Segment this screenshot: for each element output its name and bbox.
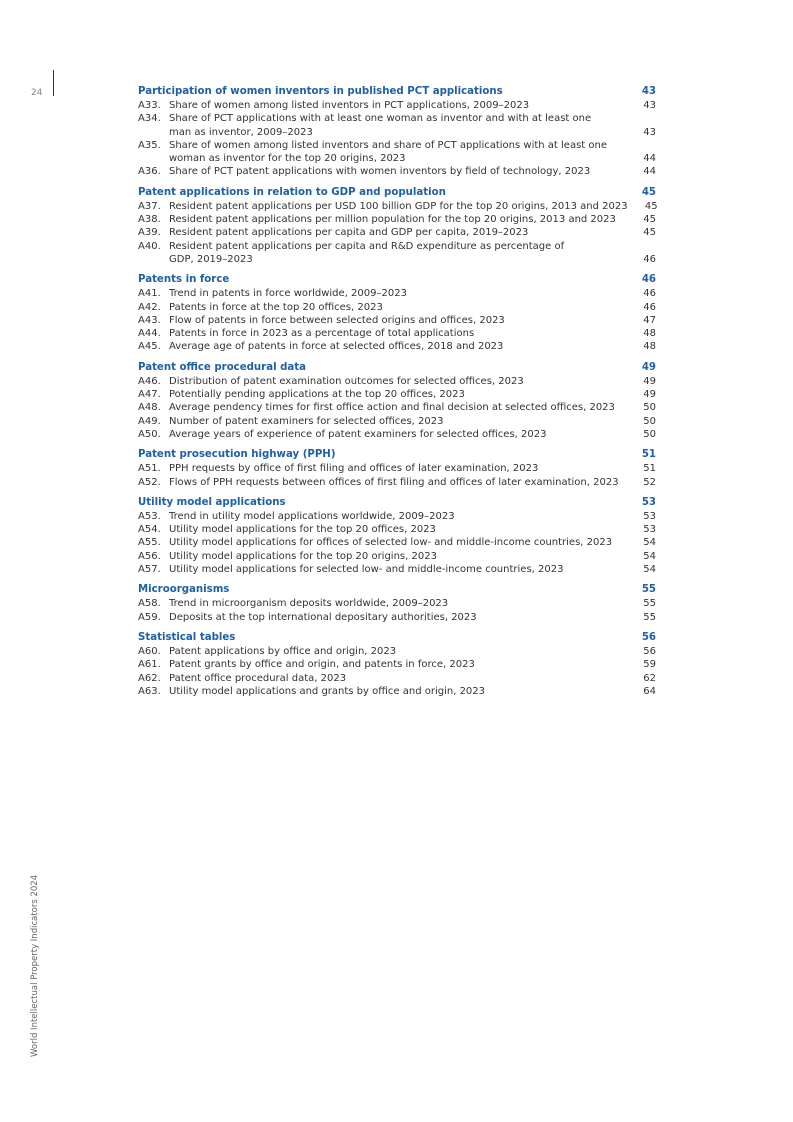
entry-code: A57. — [138, 564, 161, 576]
entry-page: 43 — [643, 126, 656, 138]
entry-page: 56 — [643, 645, 656, 657]
entry-title-line: Potentially pending applications at the top 20 offices, 2023 — [169, 389, 465, 401]
entry-title — [169, 476, 634, 489]
entry-title — [169, 226, 634, 239]
entry-code: A40. — [138, 240, 161, 252]
section-title: Patent prosecution highway (PPH) — [138, 449, 336, 461]
entry-title-line: Average years of experience of patent examiners for selected offices, 2023 — [169, 428, 547, 440]
toc-section — [138, 361, 656, 441]
entry-code: A51. — [138, 463, 161, 475]
entry-code: A58. — [138, 598, 161, 610]
section-title: Patent office procedural data — [138, 361, 307, 373]
entry-code: A60. — [138, 645, 161, 657]
entry-title — [169, 415, 634, 428]
entry-title-line: Flows of PPH requests between offices of first filing and offices of later examination, 2023 — [169, 476, 619, 488]
entry-code: A62. — [138, 672, 161, 684]
toc-entry[interactable] — [138, 301, 656, 314]
entry-title — [169, 536, 634, 549]
entry-page: 46 — [643, 288, 656, 300]
toc-entry[interactable] — [138, 213, 656, 226]
entry-title-line: Patents in force in 2023 as a percentage of total applications — [169, 328, 475, 340]
entry-title-line: Patent grants by office and origin, and patents in force, 2023 — [169, 659, 475, 671]
entry-title-line: Patents in force at the top 20 offices, 2023 — [169, 301, 383, 313]
entry-code: A50. — [138, 428, 161, 440]
entry-title-line: Utility model applications and grants by office and origin, 2023 — [169, 685, 486, 697]
toc-entry[interactable] — [138, 99, 656, 112]
entry-title — [169, 510, 634, 523]
entry-title-line: Resident patent applications per million population for the top 20 origins, 2013 and 2023 — [169, 214, 616, 226]
entry-page: 55 — [643, 611, 656, 623]
entry-title-line: Deposits at the top international depositary authorities, 2023 — [169, 611, 477, 623]
entry-title — [169, 200, 636, 213]
entry-title-line: Average age of patents in force at selected offices, 2018 and 2023 — [169, 341, 504, 353]
toc-entry[interactable] — [138, 550, 656, 563]
section-heading[interactable] — [138, 273, 656, 287]
entry-title — [169, 340, 634, 353]
entry-title-line: woman as inventor for the top 20 origins, 2023 — [169, 153, 406, 165]
entry-code: A41. — [138, 288, 161, 300]
entry-page: 43 — [643, 100, 656, 111]
entry-page: 45 — [643, 227, 656, 239]
entry-title — [169, 523, 634, 536]
entry-title — [169, 428, 634, 441]
entry-code: A63. — [138, 685, 161, 697]
toc-entry[interactable] — [138, 510, 656, 523]
entry-title — [169, 99, 634, 112]
entry-title-line: Utility model applications for selected low- and middle-income countries, 2023 — [169, 564, 564, 576]
entry-title — [169, 597, 634, 610]
section-heading[interactable] — [138, 631, 656, 645]
toc-entry[interactable] — [138, 476, 656, 489]
section-page: 45 — [641, 186, 656, 198]
entry-title-line: Flow of patents in force between selected origins and offices, 2023 — [169, 314, 505, 326]
entry-page: 48 — [643, 341, 656, 353]
entry-title — [169, 213, 634, 226]
toc-entry[interactable] — [138, 226, 656, 239]
section-page: 43 — [641, 86, 656, 97]
entry-code: A42. — [138, 301, 161, 313]
entry-page: 47 — [643, 314, 656, 326]
header-rule — [53, 70, 54, 96]
entry-title — [169, 658, 634, 671]
toc-entry[interactable] — [138, 428, 656, 441]
section-page: 46 — [641, 274, 656, 286]
entry-code: A47. — [138, 389, 161, 401]
section-title: Statistical tables — [138, 631, 236, 643]
entry-title-line: Resident patent applications per capita and GDP per capita, 2019–2023 — [169, 227, 529, 239]
entry-title-line: Distribution of patent examination outcomes for selected offices, 2023 — [169, 375, 524, 387]
entry-title-line: GDP, 2019–2023 — [169, 253, 253, 265]
entry-code: A35. — [138, 139, 161, 151]
entry-title-line: Average pendency times for first office action and final decision at selected offices, 2023 — [169, 402, 615, 414]
toc-section — [138, 496, 656, 576]
entry-code: A37. — [138, 200, 161, 212]
toc-entry[interactable] — [138, 645, 656, 658]
section-title: Utility model applications — [138, 496, 286, 508]
entry-page: 50 — [643, 428, 656, 440]
entry-title-line: Resident patent applications per USD 100 billion GDP for the top 20 origins, 2013 and 2023 — [169, 200, 628, 212]
entry-code: A36. — [138, 166, 161, 178]
toc-entry[interactable] — [138, 523, 656, 536]
entry-page: 64 — [643, 685, 656, 697]
entry-title-line: Trend in microorganism deposits worldwide, 2009–2023 — [169, 598, 449, 610]
section-title: Patent applications in relation to GDP and population — [138, 186, 446, 198]
section-title: Participation of women inventors in published PCT applications — [138, 86, 503, 97]
entry-page: 62 — [643, 672, 656, 684]
entry-page: 45 — [644, 200, 658, 212]
entry-title — [169, 645, 634, 658]
toc-entry[interactable] — [138, 314, 656, 327]
entry-page: 45 — [643, 214, 656, 226]
toc-entry[interactable] — [138, 165, 656, 178]
toc-entry[interactable] — [138, 685, 656, 698]
entry-title-line: Share of PCT patent applications with women inventors by field of technology, 2023 — [169, 166, 591, 178]
entry-title-line: Utility model applications for offices of selected low- and middle-income countries, 2023 — [169, 537, 613, 549]
toc-entry[interactable] — [138, 563, 656, 576]
entry-title-line: Patent office procedural data, 2023 — [169, 672, 347, 684]
entry-code: A39. — [138, 227, 161, 239]
section-heading[interactable] — [138, 496, 656, 510]
entry-title — [169, 462, 634, 475]
entry-page: 44 — [643, 153, 656, 165]
entry-page: 53 — [643, 524, 656, 536]
toc-entry[interactable] — [138, 536, 656, 549]
entry-code: A59. — [138, 611, 161, 623]
entry-page: 50 — [643, 415, 656, 427]
section-heading[interactable] — [138, 583, 656, 597]
entry-page: 59 — [643, 659, 656, 671]
entry-title — [169, 240, 634, 267]
entry-title-line: Trend in utility model applications worldwide, 2009–2023 — [169, 510, 455, 522]
entry-title — [169, 139, 634, 166]
toc-entry[interactable] — [138, 327, 656, 340]
toc-entry[interactable] — [138, 415, 656, 428]
toc-entry[interactable] — [138, 611, 656, 624]
section-page: 49 — [641, 361, 656, 373]
toc-entry[interactable] — [138, 240, 656, 267]
entry-code: A45. — [138, 341, 161, 353]
toc-entry[interactable] — [138, 139, 656, 166]
entry-page: 50 — [643, 402, 656, 414]
toc-section — [138, 583, 656, 624]
entry-title — [169, 401, 634, 414]
table-of-contents — [138, 85, 656, 705]
section-heading[interactable] — [138, 361, 656, 375]
section-heading[interactable] — [138, 85, 656, 99]
entry-title — [169, 388, 634, 401]
entry-code: A38. — [138, 214, 161, 226]
section-heading[interactable] — [138, 448, 656, 462]
toc-entry[interactable] — [138, 340, 656, 353]
entry-code: A52. — [138, 476, 161, 488]
entry-code: A43. — [138, 314, 161, 326]
entry-title — [169, 550, 634, 563]
toc-entry[interactable] — [138, 401, 656, 414]
entry-title — [169, 301, 634, 314]
toc-entry[interactable] — [138, 112, 656, 139]
entry-title — [169, 314, 634, 327]
entry-page: 55 — [643, 598, 656, 610]
entry-title — [169, 563, 634, 576]
toc-entry[interactable] — [138, 597, 656, 610]
entry-page: 54 — [643, 564, 656, 576]
toc-entry[interactable] — [138, 388, 656, 401]
section-page: 53 — [641, 496, 656, 508]
toc-section — [138, 273, 656, 353]
entry-page: 46 — [643, 253, 656, 265]
entry-code: A56. — [138, 550, 161, 562]
entry-code: A44. — [138, 328, 161, 340]
entry-title — [169, 672, 634, 685]
section-title: Patents in force — [138, 274, 230, 286]
entry-page: 48 — [643, 328, 656, 340]
entry-title — [169, 685, 634, 698]
entry-title-line: Number of patent examiners for selected offices, 2023 — [169, 415, 444, 427]
entry-code: A53. — [138, 510, 161, 522]
section-title: Microorganisms — [138, 584, 230, 596]
toc-entry[interactable] — [138, 658, 656, 671]
entry-title — [169, 287, 634, 300]
entry-code: A46. — [138, 375, 161, 387]
toc-section — [138, 186, 656, 266]
entry-title-line: Patent applications by office and origin, 2023 — [169, 645, 397, 657]
entry-code: A34. — [138, 113, 161, 125]
toc-entry[interactable] — [138, 375, 656, 388]
entry-title-line: Resident patent applications per capita and R&D expenditure as percentage of — [169, 240, 565, 252]
section-page: 51 — [641, 449, 656, 461]
toc-entry[interactable] — [138, 462, 656, 475]
section-heading[interactable] — [138, 186, 656, 200]
page-number: 24 — [31, 88, 43, 98]
entry-title — [169, 112, 634, 139]
toc-entry[interactable] — [138, 287, 656, 300]
running-title: World Intellectual Property Indicators 2024 — [30, 874, 40, 1057]
toc-entry[interactable] — [138, 200, 656, 213]
entry-title-line: Utility model applications for the top 20 offices, 2023 — [169, 524, 436, 536]
entry-page: 44 — [643, 166, 656, 178]
entry-title — [169, 375, 634, 388]
entry-page: 46 — [643, 301, 656, 313]
entry-page: 54 — [643, 537, 656, 549]
entry-code: A55. — [138, 537, 161, 549]
entry-code: A61. — [138, 659, 161, 671]
entry-title — [169, 327, 634, 340]
entry-title-line: PPH requests by office of first filing and offices of later examination, 2023 — [169, 463, 539, 475]
entry-title — [169, 611, 634, 624]
toc-section — [138, 631, 656, 698]
toc-entry[interactable] — [138, 672, 656, 685]
section-page: 55 — [641, 584, 656, 596]
entry-title-line: man as inventor, 2009–2023 — [169, 126, 313, 138]
toc-section — [138, 448, 656, 489]
entry-title — [169, 165, 634, 178]
entry-title-line: Trend in patents in force worldwide, 2009–2023 — [169, 288, 407, 300]
section-page: 56 — [641, 631, 656, 643]
entry-code: A33. — [138, 100, 161, 111]
entry-code: A49. — [138, 415, 161, 427]
entry-page: 54 — [643, 550, 656, 562]
entry-page: 53 — [643, 510, 656, 522]
toc-section — [138, 85, 656, 179]
entry-page: 51 — [643, 463, 656, 475]
entry-title-line: Share of women among listed inventors and share of PCT applications with at least one — [169, 139, 607, 151]
entry-page: 52 — [643, 476, 656, 488]
entry-code: A48. — [138, 402, 161, 414]
entry-title-line: Share of PCT applications with at least one woman as inventor and with at least one — [169, 113, 592, 125]
entry-code: A54. — [138, 524, 161, 536]
entry-title-line: Share of women among listed inventors in PCT applications, 2009–2023 — [169, 100, 530, 111]
entry-page: 49 — [643, 389, 656, 401]
entry-title-line: Utility model applications for the top 20 origins, 2023 — [169, 550, 437, 562]
entry-page: 49 — [643, 375, 656, 387]
